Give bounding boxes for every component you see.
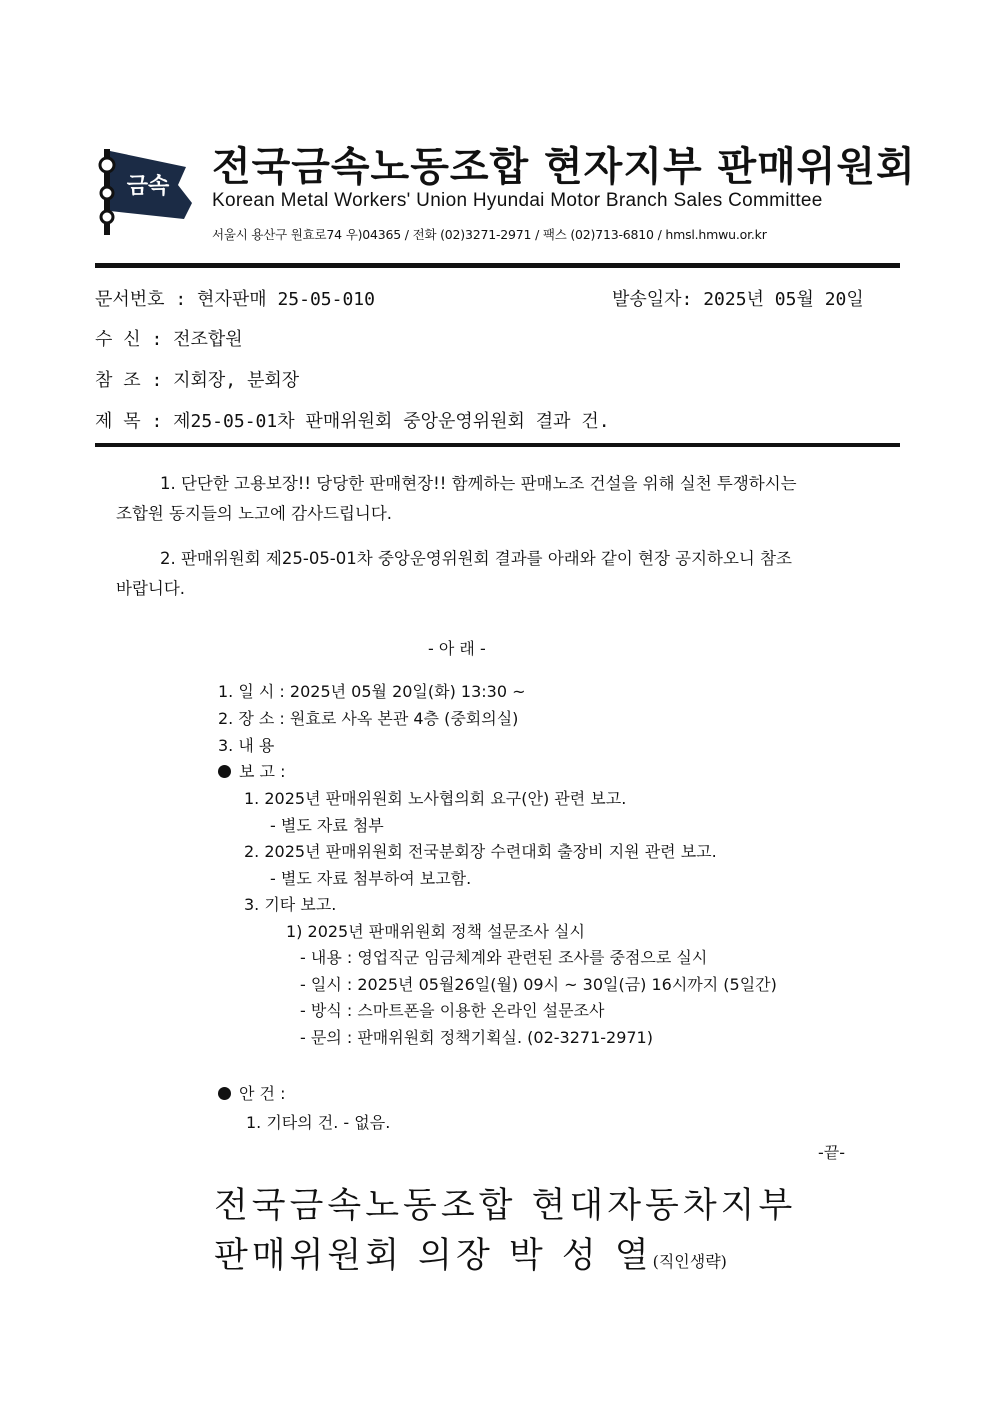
org-name-kr: 전국금속노동조합 현자지부 판매위원회 [212, 144, 916, 190]
survey-method: - 방식 : 스마트폰을 이용한 온라인 설문조사 [300, 1001, 605, 1020]
survey-content: - 내용 : 영업직군 임금체계와 관련된 조사를 중점으로 실시 [300, 948, 708, 967]
doc-number: 문서번호 : 현자판매 25-05-010 [95, 289, 375, 310]
paragraph-2-line-1: 2. 판매위원회 제25-05-01차 중앙운영위원회 결과를 아래와 같이 현장 공지하오니 참조 [160, 549, 792, 568]
paragraph-1-line-2: 조합원 동지들의 노고에 감사드립니다. [116, 504, 393, 523]
item-date: 1. 일 시 : 2025년 05월 20일(화) 13:30 ~ [218, 682, 526, 701]
union-logo [98, 145, 196, 241]
survey-inquiry: - 문의 : 판매위원회 정책기획실. (02-3271-2971) [300, 1028, 653, 1047]
send-date: 발송일자: 2025년 05월 20일 [612, 289, 864, 310]
paragraph-2-line-2: 바랍니다. [116, 579, 186, 598]
org-address: 서울시 용산구 원효로74 우)04365 / 전화 (02)3271-2971 / 팩스 (02)713-6810 / hmsl.hmwu.or.kr [212, 227, 767, 242]
notice-title: - 아 래 - [428, 639, 486, 658]
signature-name [214, 1228, 727, 1278]
header-rule [95, 263, 900, 268]
agenda-label: 안 건 : [239, 1084, 286, 1103]
logo-text: 금속 [126, 174, 170, 199]
recipient: 수 신 : 전조합원 [95, 329, 243, 350]
report-heading [218, 759, 285, 782]
report-label: 보 고 : [239, 762, 286, 781]
reference: 참 조 : 지회장, 분회장 [95, 370, 300, 391]
seal-note: (직인생략) [652, 1252, 727, 1271]
paragraph-1-line-1: 1. 단단한 고용보장!! 당당한 판매현장!! 함께하는 판매노조 건설을 위해 실천 투쟁하시는 [160, 474, 797, 493]
report-3-sub: 1) 2025년 판매위원회 정책 설문조사 실시 [286, 922, 585, 941]
item-content: 3. 내 용 [218, 736, 275, 755]
report-3: 3. 기타 보고. [244, 895, 337, 914]
org-name-en: Korean Metal Workers' Union Hyundai Motor Branch Sales Committee [212, 190, 823, 211]
agenda-heading [218, 1081, 285, 1104]
report-1-note: - 별도 자료 첨부 [270, 816, 384, 835]
signature-org: 전국금속노동조합 현대자동차지부 [214, 1186, 797, 1226]
survey-period: - 일시 : 2025년 05월26일(월) 09시 ~ 30일(금) 16시까지 (5일간) [300, 975, 777, 994]
report-2-note: - 별도 자료 첨부하여 보고함. [270, 869, 472, 888]
subject: 제 목 : 제25-05-01차 판매위원회 중앙운영위원회 결과 건. [95, 411, 610, 432]
agenda-item: 1. 기타의 건. - 없음. [246, 1113, 391, 1132]
report-2: 2. 2025년 판매위원회 전국분회장 수련대회 출장비 지원 관련 보고. [244, 842, 717, 861]
bullet-icon [218, 1087, 231, 1100]
item-place: 2. 장 소 : 원효로 사옥 본관 4층 (중회의실) [218, 709, 519, 728]
report-1: 1. 2025년 판매위원회 노사협의회 요구(안) 관련 보고. [244, 789, 627, 808]
meta-rule [95, 443, 900, 447]
end-mark: -끝- [818, 1143, 846, 1162]
bullet-icon [218, 765, 231, 778]
signature-title-name: 판매위원회 의장 박 성 열 [214, 1236, 653, 1276]
